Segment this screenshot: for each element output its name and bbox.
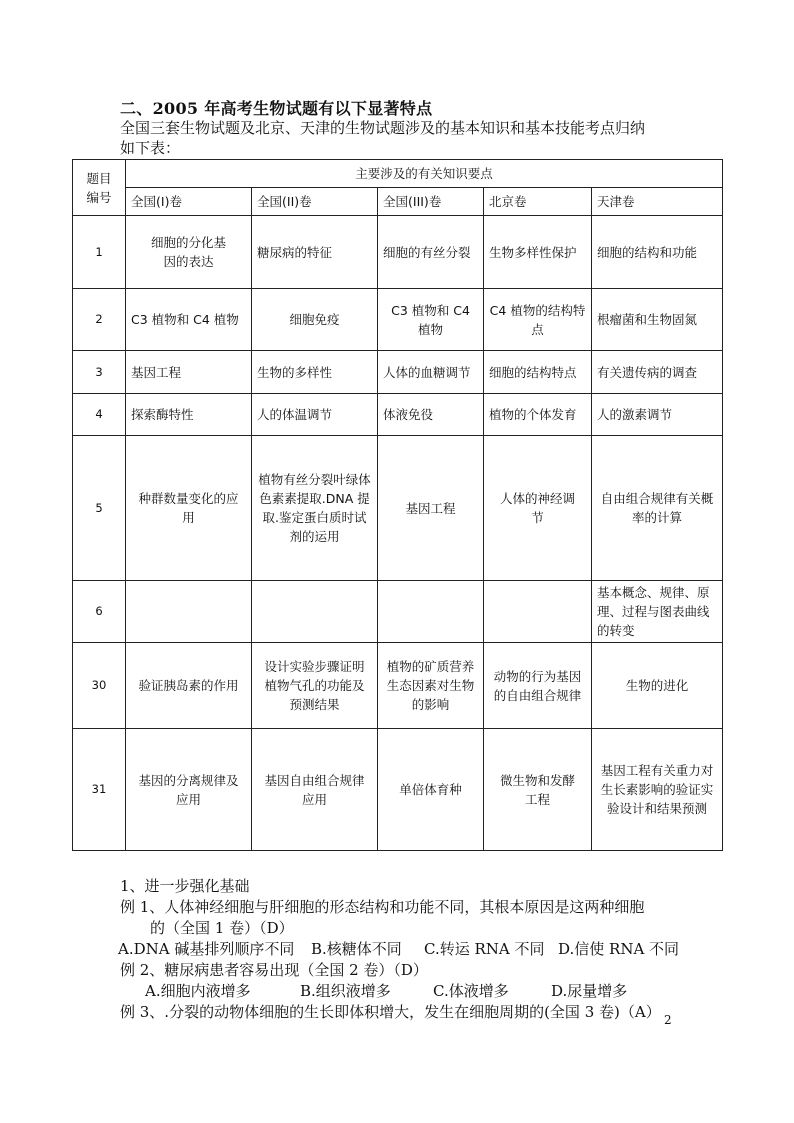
table-cell: 体液免役 <box>378 394 484 436</box>
table-cell: 细胞的结构特点 <box>484 351 592 394</box>
table-row <box>73 436 723 581</box>
section-title: 1、进一步强化基础 <box>120 877 250 895</box>
table-column-header-row <box>73 188 723 216</box>
row-number: 3 <box>73 351 126 394</box>
example-1-question: 例 1、人体神经细胞与肝细胞的形态结构和功能不同，其根本原因是这两种细胞 <box>120 898 645 916</box>
table-cell: 基本概念、规律、原理、过程与图表曲线的转变 <box>592 581 723 643</box>
page-number: 2 <box>664 1013 672 1027</box>
column-header: 天津卷 <box>592 188 723 216</box>
column-header: 北京卷 <box>484 188 592 216</box>
main-header: 主要涉及的有关知识要点 <box>126 160 723 188</box>
example-1-question-cont: 的（全国 1 卷）（D） <box>150 919 294 937</box>
column-header: 全国(III)卷 <box>378 188 484 216</box>
table-cell: C3 植物和 C4 植物 <box>126 289 252 351</box>
table-cell: 基因的分离规律及应用 <box>126 729 252 851</box>
option-d: D.信使 RNA 不同 <box>558 940 680 958</box>
table-cell: C3 植物和 C4 植物 <box>378 289 484 351</box>
option-a: A.细胞内液增多 <box>145 982 251 1000</box>
table-header-row <box>73 160 723 188</box>
option-b: B.核糖体不同 <box>311 940 402 958</box>
table-row <box>73 216 723 289</box>
intro-paragraph <box>120 118 720 158</box>
row-number: 1 <box>73 216 126 289</box>
table-cell: 生物多样性保护 <box>484 216 592 289</box>
examples-section <box>120 876 720 1023</box>
table-cell: 自由组合规律有关概率的计算 <box>592 436 723 581</box>
row-number: 6 <box>73 581 126 643</box>
table-cell: 人的体温调节 <box>252 394 378 436</box>
row-number: 31 <box>73 729 126 851</box>
table-cell: 生物的进化 <box>592 643 723 729</box>
column-header: 全国(I)卷 <box>126 188 252 216</box>
table-cell: 细胞的结构和功能 <box>592 216 723 289</box>
column-header: 全国(II)卷 <box>252 188 378 216</box>
table-row <box>73 289 723 351</box>
table-cell: 人体的神经调节 <box>484 436 592 581</box>
example-3-question: 例 3、.分裂的动物体细胞的生长即体积增大，发生在细胞周期的(全国 3 卷)（A） <box>120 1003 661 1021</box>
table-row <box>73 581 723 643</box>
table-cell: C4 植物的结构特点 <box>484 289 592 351</box>
option-d: D.尿量增多 <box>551 982 628 1000</box>
table-cell: 人体的血糖调节 <box>378 351 484 394</box>
table-cell: 植物有丝分裂叶绿体色素素提取.DNA 提取.鉴定蛋白质时试剂的运用 <box>252 436 378 581</box>
table-row <box>73 729 723 851</box>
table-cell: 有关遗传病的调查 <box>592 351 723 394</box>
table-cell: 设计实验步骤证明植物气孔的功能及预测结果 <box>252 643 378 729</box>
option-c: C.体液增多 <box>433 982 509 1000</box>
table-cell: 基因工程 <box>126 351 252 394</box>
table-cell <box>484 581 592 643</box>
table-cell: 细胞免疫 <box>252 289 378 351</box>
section-heading: 二、2005 年高考生物试题有以下显著特点 <box>120 99 433 118</box>
table-cell <box>378 581 484 643</box>
table-cell: 细胞的分化基因的表达 <box>126 216 252 289</box>
table-cell: 微生物和发酵工程 <box>484 729 592 851</box>
row-number: 4 <box>73 394 126 436</box>
table-row <box>73 351 723 394</box>
table-row <box>73 643 723 729</box>
table-cell: 单倍体育种 <box>378 729 484 851</box>
table-cell: 糖尿病的特征 <box>252 216 378 289</box>
table-cell: 生物的多样性 <box>252 351 378 394</box>
table-cell: 动物的行为基因的自由组合规律 <box>484 643 592 729</box>
row-number: 5 <box>73 436 126 581</box>
knowledge-table <box>72 159 723 851</box>
table-row <box>73 394 723 436</box>
example-1-options <box>118 939 720 960</box>
example-2-options <box>120 981 720 1002</box>
row-number: 2 <box>73 289 126 351</box>
table-cell: 植物的个体发育 <box>484 394 592 436</box>
table-cell <box>126 581 252 643</box>
table-cell: 验证胰岛素的作用 <box>126 643 252 729</box>
table-cell: 探索酶特性 <box>126 394 252 436</box>
table-cell: 基因工程 <box>378 436 484 581</box>
table-cell: 根瘤菌和生物固氮 <box>592 289 723 351</box>
intro-line-2: 如下表： <box>120 139 181 157</box>
table-cell: 人的激素调节 <box>592 394 723 436</box>
example-2-question: 例 2、糖尿病患者容易出现（全国 2 卷）（D） <box>120 961 428 979</box>
table-cell: 基因自由组合规律应用 <box>252 729 378 851</box>
option-c: C.转运 RNA 不同 <box>424 940 545 958</box>
table-cell: 细胞的有丝分裂 <box>378 216 484 289</box>
row-number: 30 <box>73 643 126 729</box>
option-a: A.DNA 碱基排列顺序不同 <box>118 940 295 958</box>
question-number-header: 题目编号 <box>73 160 126 216</box>
table-cell: 基因工程有关重力对生长素影响的验证实验设计和结果预测 <box>592 729 723 851</box>
table-cell: 植物的矿质营养生态因素对生物的影响 <box>378 643 484 729</box>
option-b: B.组织液增多 <box>300 982 391 1000</box>
table-cell <box>252 581 378 643</box>
intro-line-1: 全国三套生物试题及北京、天津的生物试题涉及的基本知识和基本技能考点归纳 <box>120 119 646 137</box>
table-cell: 种群数量变化的应用 <box>126 436 252 581</box>
